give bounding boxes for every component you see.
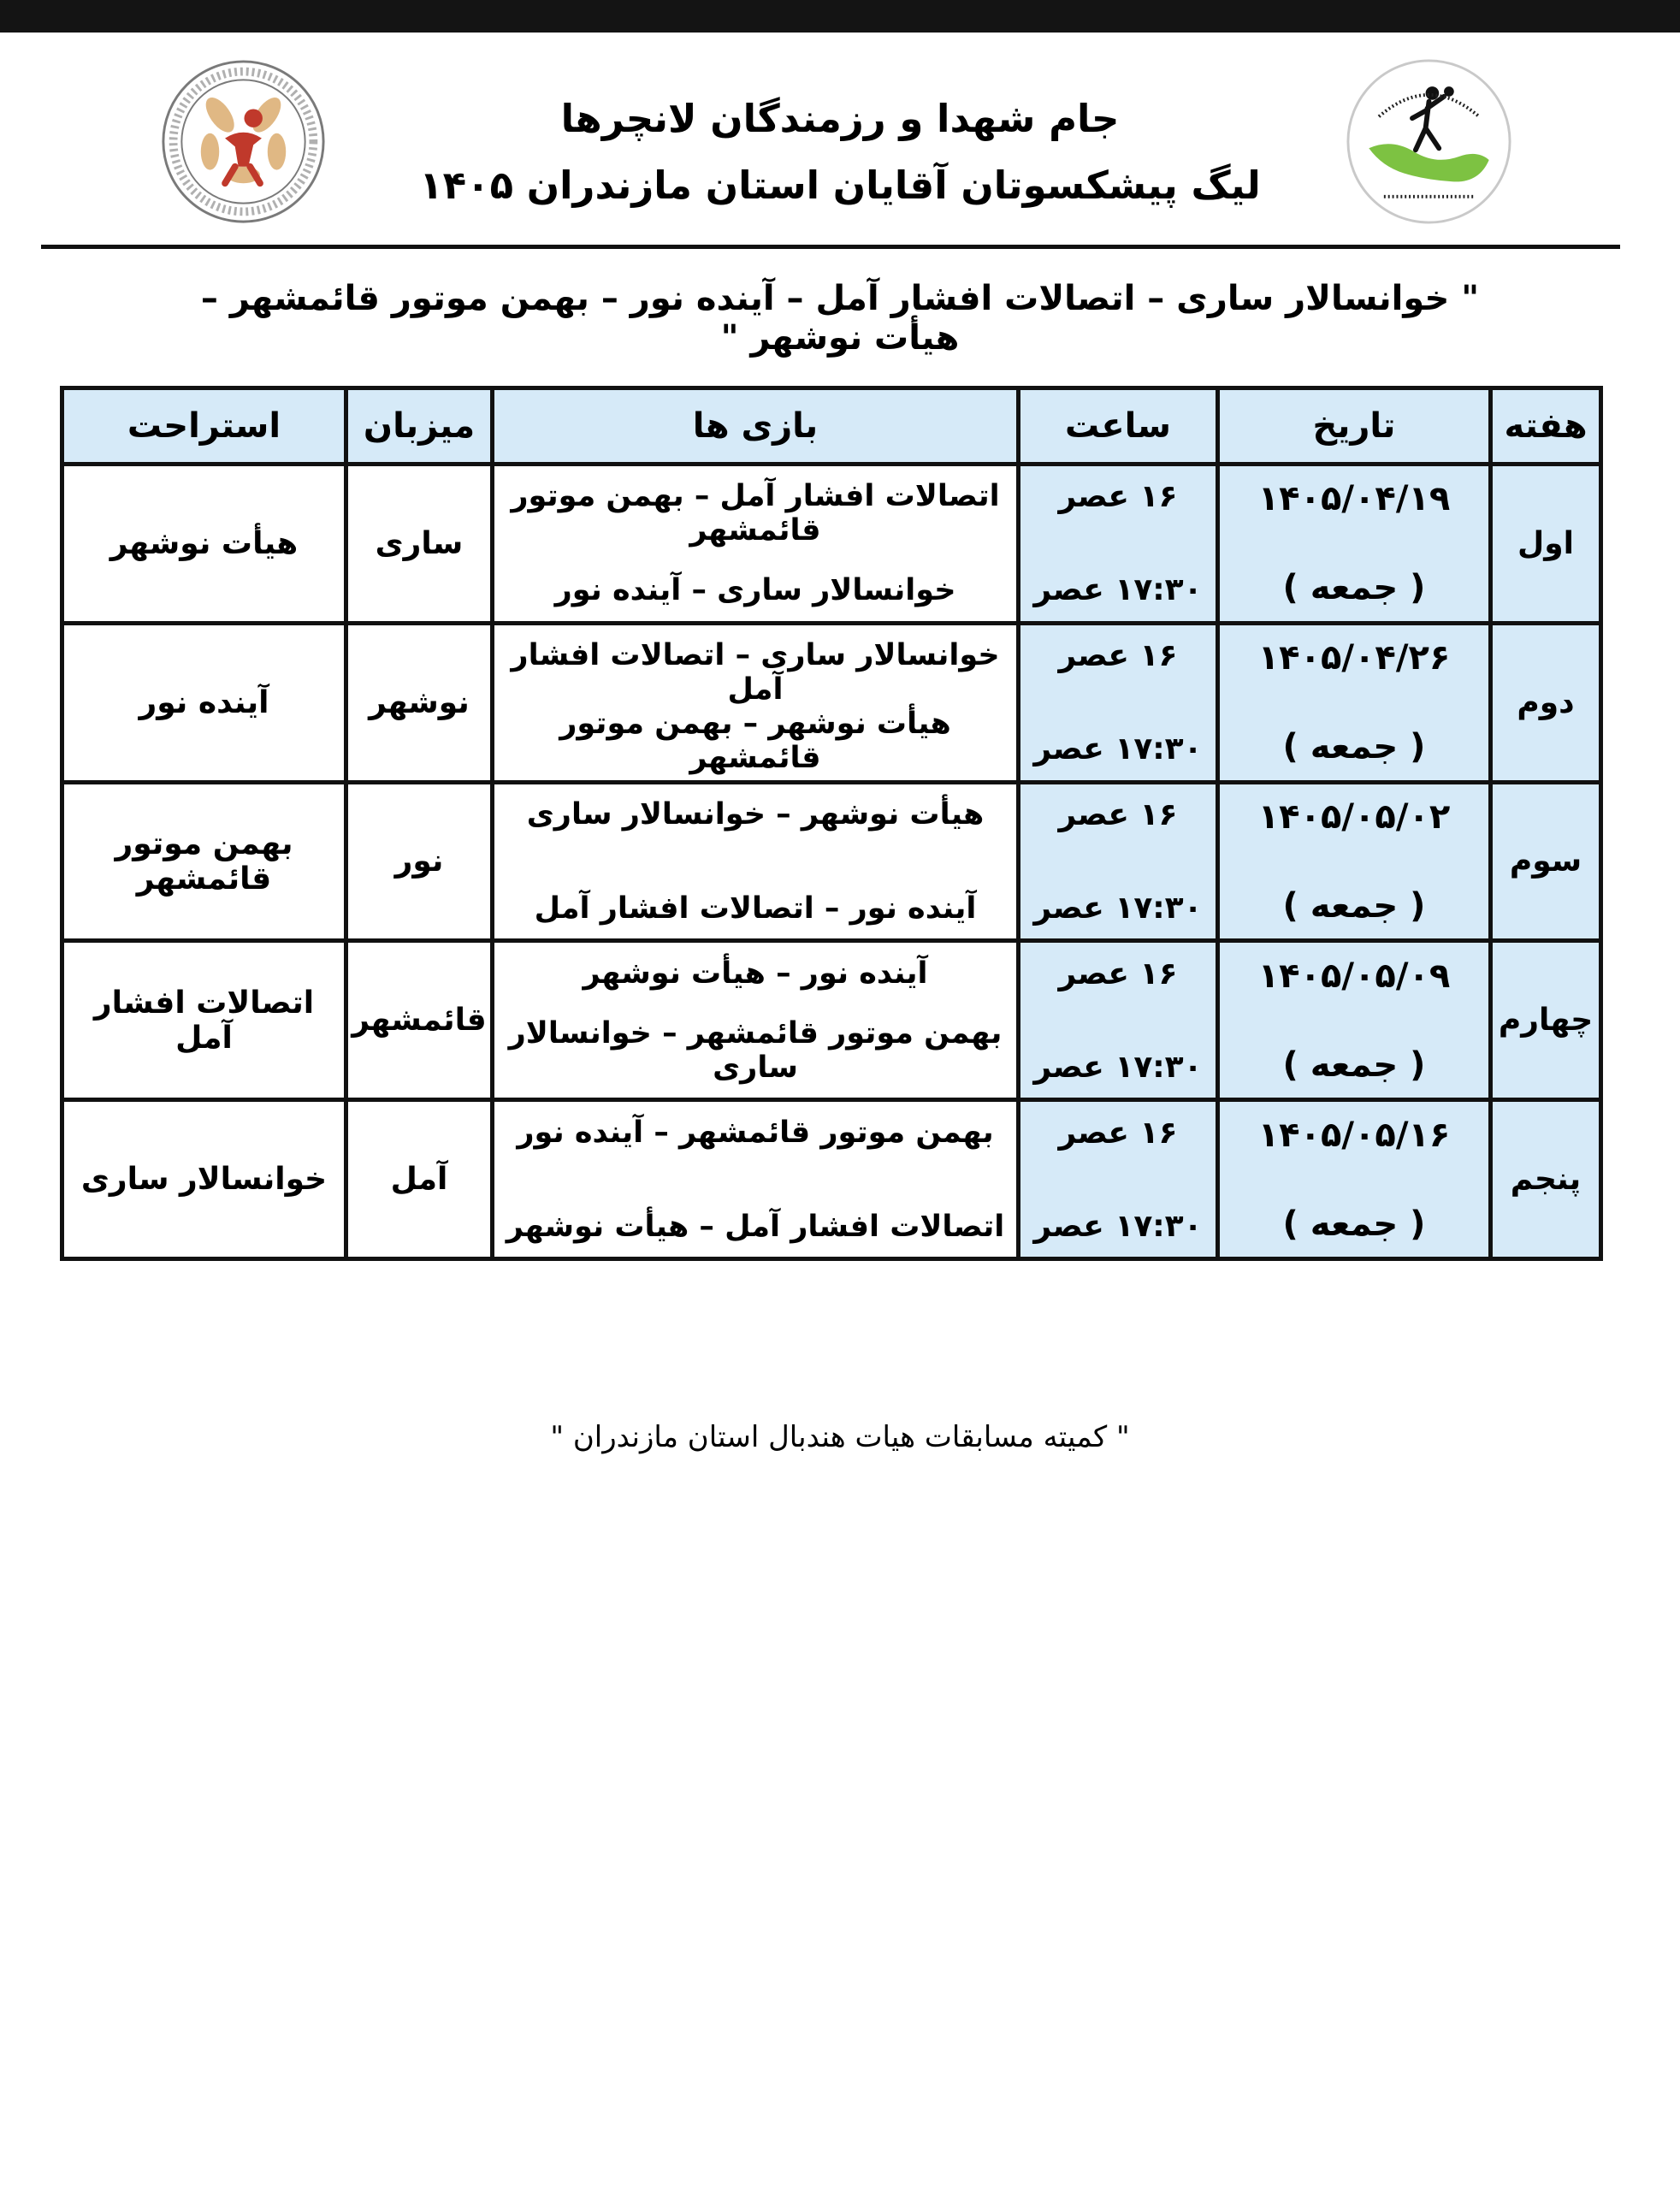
table-row [62, 941, 1601, 1100]
header-time: ساعت [1019, 388, 1218, 465]
header-week: هفته [1491, 388, 1601, 465]
host-cell: نور [346, 782, 493, 941]
header-date: تاریخ [1218, 388, 1491, 465]
handball-federation-logo [160, 58, 327, 225]
date-cell [1218, 465, 1491, 624]
date-cell [1218, 782, 1491, 941]
page-title: جام شهدا و رزمندگان لانچرها [560, 96, 1120, 141]
time-first: ۱۶ عصر [1058, 956, 1178, 991]
table-header-row [62, 388, 1601, 465]
schedule-table [60, 386, 1603, 1261]
games-cell [493, 465, 1019, 624]
games-cell [493, 1100, 1019, 1259]
host-cell: نوشهر [346, 623, 493, 782]
time-first: ۱۶ عصر [1058, 479, 1178, 515]
game-second: خوانسالار ساری – آینده نور [554, 573, 956, 608]
time-second: ۱۷:۳۰ عصر [1033, 731, 1203, 767]
game-first: اتصالات افشار آمل – بهمن موتور قائمشهر [511, 479, 1000, 548]
day-value: ( جمعه ) [1282, 568, 1426, 608]
date-value: ۱۴۰۵/۰۵/۰۲ [1257, 796, 1451, 837]
host-cell: ساری [346, 465, 493, 624]
day-value: ( جمعه ) [1282, 1204, 1426, 1244]
game-first: بهمن موتور قائمشهر – آینده نور [517, 1115, 994, 1150]
table-row [62, 623, 1601, 782]
day-value: ( جمعه ) [1282, 1045, 1426, 1085]
games-cell [493, 623, 1019, 782]
rest-cell: آینده نور [62, 623, 346, 782]
time-cell [1019, 941, 1218, 1100]
table-row [62, 465, 1601, 624]
date-cell [1218, 623, 1491, 782]
games-cell [493, 782, 1019, 941]
table-row [62, 782, 1601, 941]
game-second: اتصالات افشار آمل – هیأت نوشهر [506, 1209, 1005, 1244]
rest-cell: هیأت نوشهر [62, 465, 346, 624]
week-cell: پنجم [1491, 1100, 1601, 1259]
week-cell: دوم [1491, 623, 1601, 782]
game-first: آینده نور – هیأت نوشهر [583, 956, 928, 991]
date-value: ۱۴۰۵/۰۴/۲۶ [1257, 638, 1451, 678]
time-cell [1019, 623, 1218, 782]
time-cell [1019, 465, 1218, 624]
page-subtitle: لیگ پیشکسوتان آقایان استان مازندران ۱۴۰۵ [419, 163, 1261, 208]
host-cell: قائمشهر [346, 941, 493, 1100]
day-value: ( جمعه ) [1282, 885, 1426, 926]
top-bar [0, 0, 1680, 33]
header-games: بازی ها [493, 388, 1019, 465]
game-first: هیأت نوشهر – خوانسالار ساری [526, 796, 985, 832]
mazandaran-board-logo [1346, 58, 1512, 225]
games-cell [493, 941, 1019, 1100]
rest-cell: خوانسالار ساری [62, 1100, 346, 1259]
host-cell: آمل [346, 1100, 493, 1259]
committee-signature: " کمیته مسابقات هیات هندبال استان مازندران " [550, 1420, 1130, 1454]
time-second: ۱۷:۳۰ عصر [1033, 1208, 1203, 1244]
header-host: میزبان [346, 388, 493, 465]
time-cell [1019, 1100, 1218, 1259]
game-second: آینده نور – اتصالات افشار آمل [534, 891, 977, 926]
game-second: هیأت نوشهر – بهمن موتور قائمشهر [559, 707, 951, 776]
game-first: خوانسالار ساری – اتصالات افشار آمل [511, 638, 1000, 707]
header-rest: استراحت [62, 388, 346, 465]
week-cell: اول [1491, 465, 1601, 624]
date-value: ۱۴۰۵/۰۴/۱۹ [1257, 479, 1451, 519]
date-cell [1218, 1100, 1491, 1259]
game-second: بهمن موتور قائمشهر – خوانسالار ساری [508, 1015, 1003, 1085]
date-value: ۱۴۰۵/۰۵/۱۶ [1257, 1115, 1451, 1155]
week-cell: چهارم [1491, 941, 1601, 1100]
time-first: ۱۶ عصر [1058, 638, 1178, 674]
time-second: ۱۷:۳۰ عصر [1033, 572, 1203, 608]
teams-list: " خوانسالار ساری – اتصالات افشار آمل – آینده نور – بهمن موتور قائمشهر – هیأت نوشهر " [200, 279, 1480, 358]
week-cell: سوم [1491, 782, 1601, 941]
time-second: ۱۷:۳۰ عصر [1033, 890, 1203, 926]
date-value: ۱۴۰۵/۰۵/۰۹ [1257, 956, 1451, 996]
time-second: ۱۷:۳۰ عصر [1033, 1049, 1203, 1085]
time-cell [1019, 782, 1218, 941]
day-value: ( جمعه ) [1282, 727, 1426, 767]
time-first: ۱۶ عصر [1058, 1115, 1178, 1151]
header-divider [41, 245, 1620, 249]
date-cell [1218, 941, 1491, 1100]
rest-cell: بهمن موتور قائمشهر [62, 782, 346, 941]
time-first: ۱۶ عصر [1058, 796, 1178, 832]
table-row [62, 1100, 1601, 1259]
rest-cell: اتصالات افشار آمل [62, 941, 346, 1100]
